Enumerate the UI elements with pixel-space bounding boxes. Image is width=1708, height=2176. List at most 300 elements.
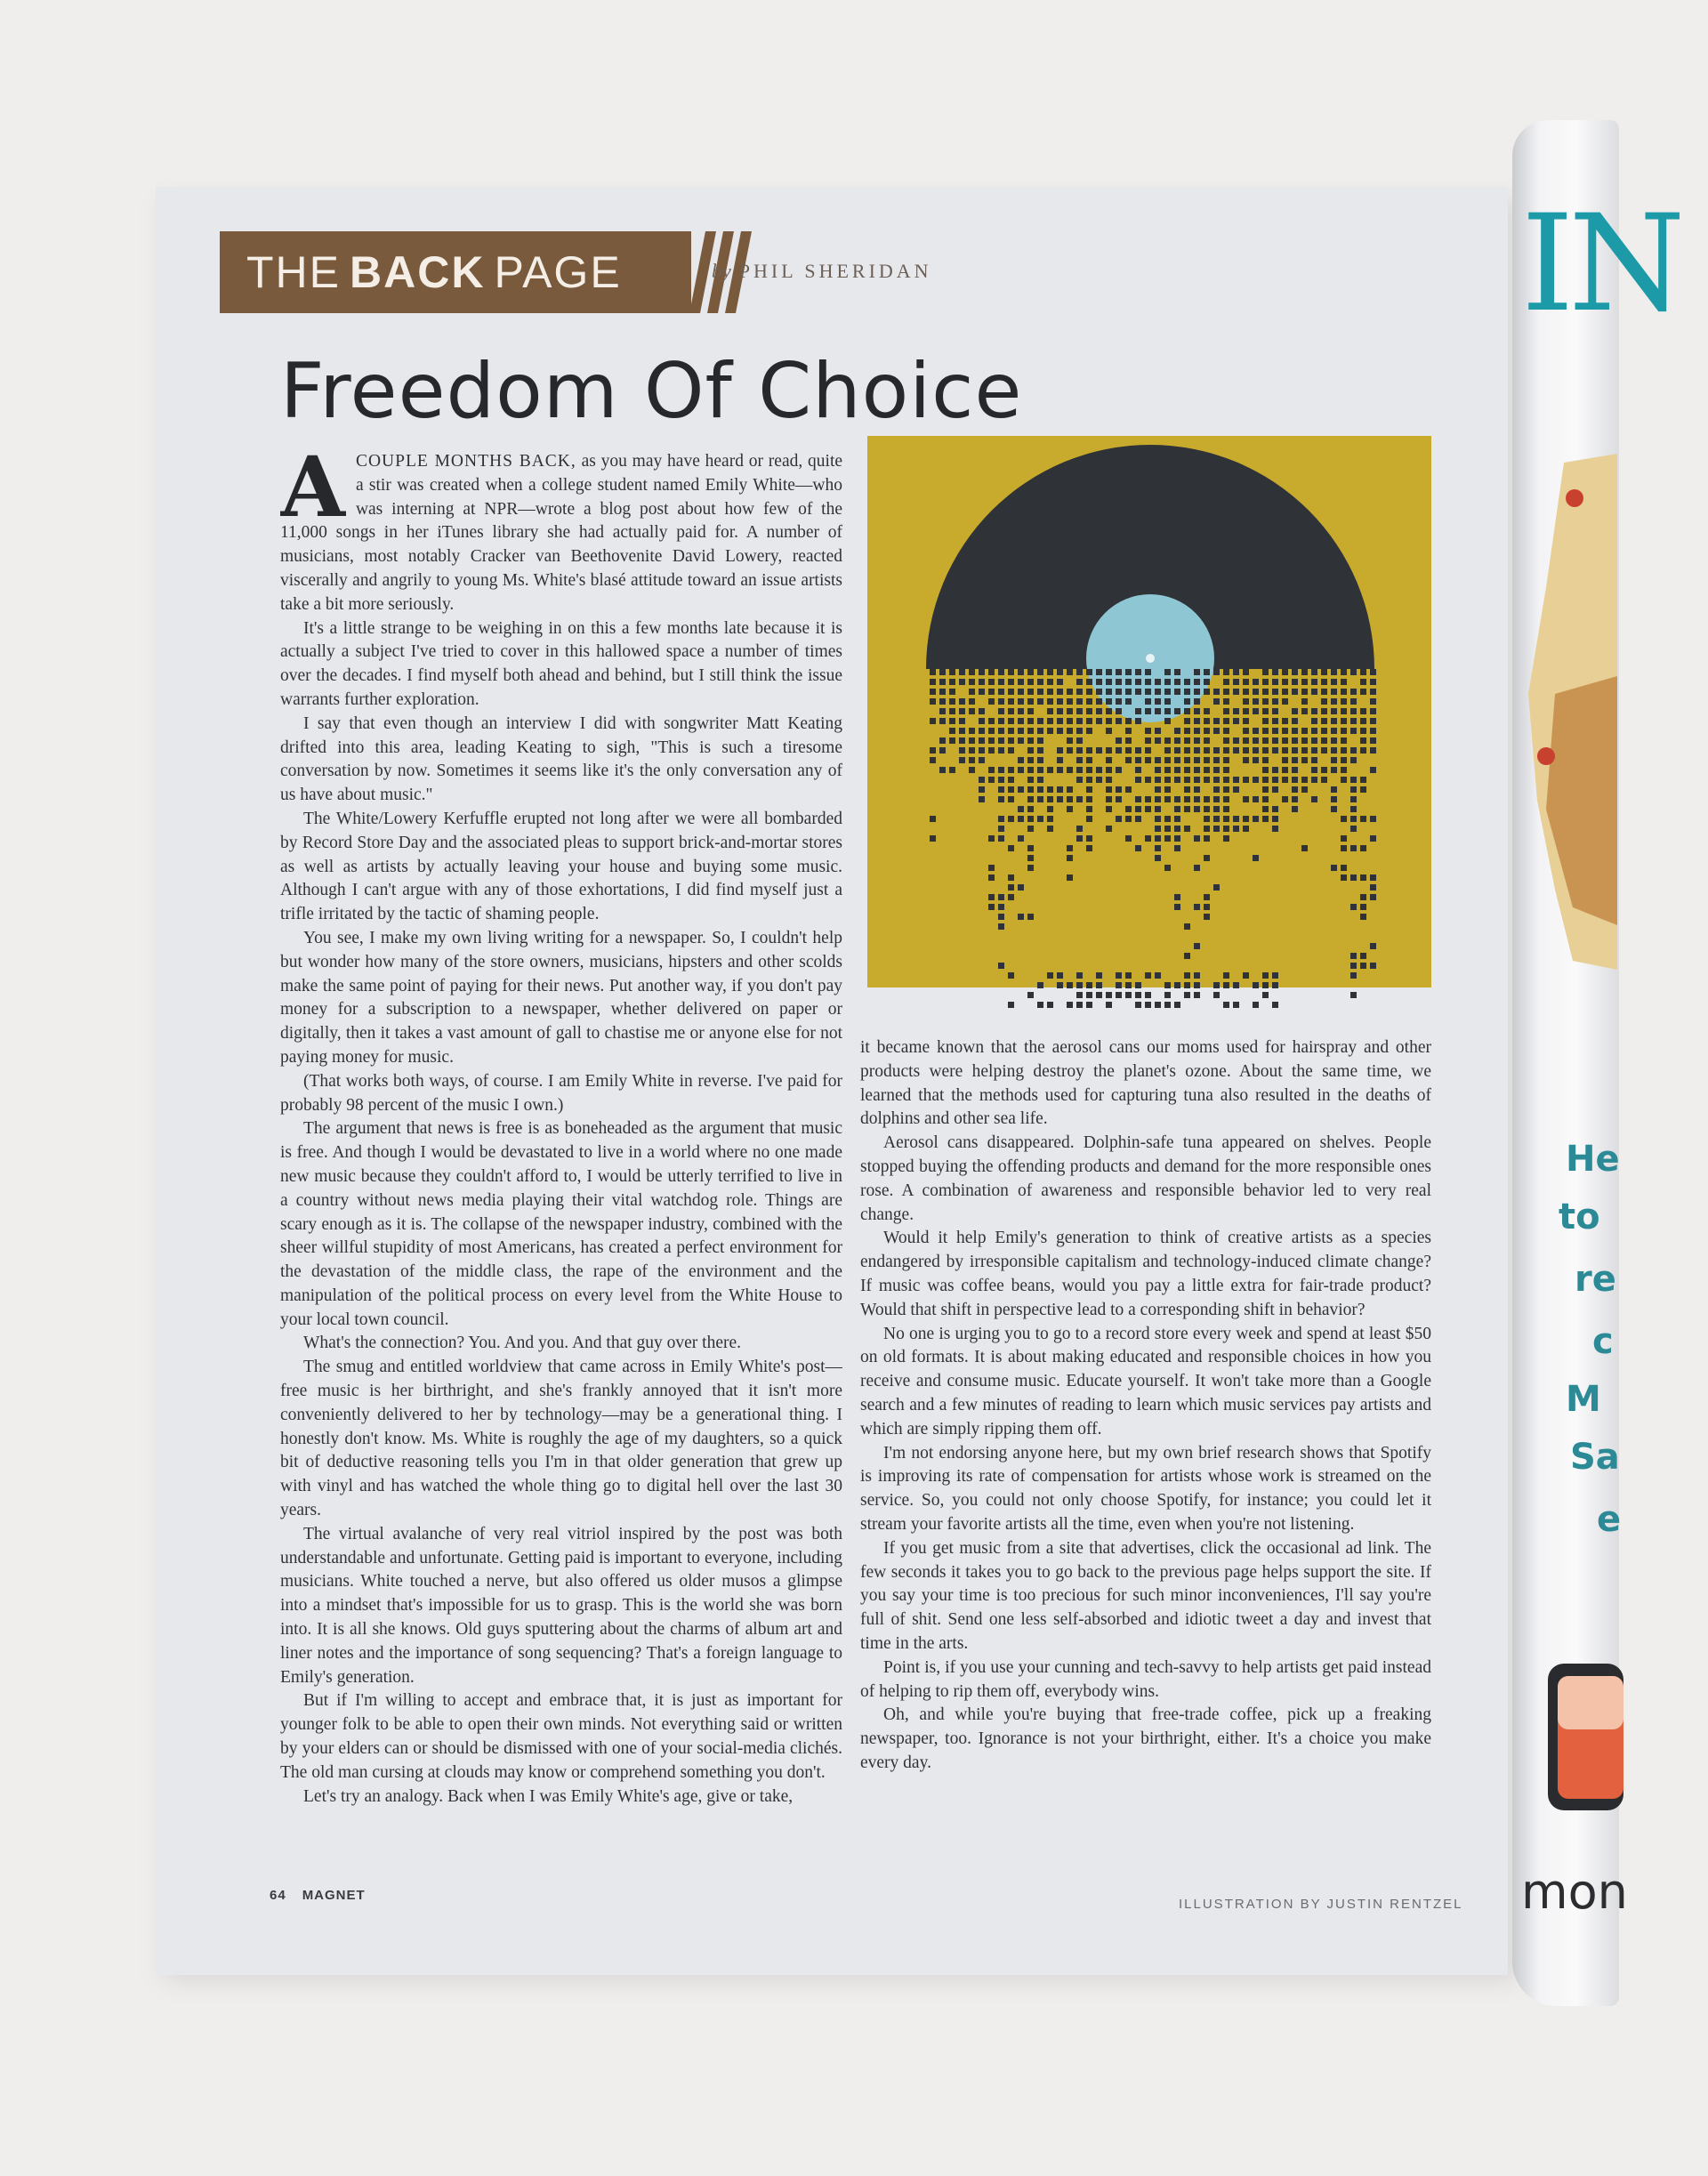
halftone-dot: [1360, 816, 1366, 822]
section-word-back: BACK: [350, 247, 486, 297]
halftone-dot: [1350, 669, 1357, 675]
halftone-dot: [1174, 904, 1180, 910]
halftone-dot: [1135, 669, 1141, 675]
halftone-dot: [1272, 737, 1278, 744]
halftone-dot: [998, 698, 1004, 705]
halftone-dot: [1106, 698, 1112, 705]
halftone-dot: [1145, 728, 1151, 734]
halftone-dot: [1076, 689, 1083, 695]
halftone-dot: [1194, 943, 1200, 949]
halftone-dot: [988, 689, 995, 695]
halftone-dot: [1067, 728, 1073, 734]
halftone-dot: [988, 835, 995, 842]
halftone-dot: [1184, 698, 1190, 705]
halftone-dot: [1370, 884, 1376, 891]
halftone-dot: [1370, 689, 1376, 695]
halftone-dot: [1086, 796, 1092, 802]
halftone-dot: [1067, 669, 1073, 675]
halftone-dot: [1204, 914, 1210, 920]
halftone-dot: [1018, 728, 1024, 734]
halftone-dot: [979, 796, 985, 802]
halftone-dot: [1027, 992, 1034, 998]
halftone-dot: [1067, 855, 1073, 861]
halftone-dot: [1164, 679, 1171, 685]
halftone-dot: [1321, 698, 1327, 705]
halftone-dot: [1096, 747, 1102, 754]
halftone-dot: [1311, 708, 1317, 714]
halftone-dot: [1027, 786, 1034, 793]
halftone-dot: [1164, 982, 1171, 988]
halftone-dot: [1057, 669, 1063, 675]
halftone-dot: [1184, 826, 1190, 832]
halftone-dot: [979, 786, 985, 793]
halftone-dot: [1125, 816, 1132, 822]
halftone-dot: [1145, 757, 1151, 763]
halftone-dot: [1067, 786, 1073, 793]
halftone-dot: [1370, 737, 1376, 744]
halftone-dot: [1164, 698, 1171, 705]
halftone-dot: [1341, 874, 1347, 881]
halftone-dot: [1125, 728, 1132, 734]
halftone-dot: [1331, 757, 1337, 763]
byline-by: by: [712, 260, 732, 282]
halftone-dot: [1243, 747, 1249, 754]
halftone-dot: [1321, 718, 1327, 724]
halftone-dot: [1116, 992, 1122, 998]
halftone-dot: [1282, 796, 1288, 802]
halftone-dot: [1233, 747, 1239, 754]
section-word-the: THE: [246, 247, 341, 297]
halftone-dot: [1155, 816, 1161, 822]
halftone-dot: [1253, 708, 1259, 714]
halftone-dot: [1350, 777, 1357, 783]
paragraph: The smug and entitled worldview that came across in Emily White's post—free music is her birthright, and she's frankly annoyed that it isn't more conveniently delivered to her by technology—may be a generational thing. I honestly don't know. Ms. White is roughly the age of my daughters, so a quick bit of deductive reasoning tells you I'm in that older generation that grew up with vinyl and has watched the whole thing go to digital hell over the last 30 years.: [280, 1358, 842, 1520]
halftone-dot: [1204, 718, 1210, 724]
halftone-dot: [1204, 679, 1210, 685]
halftone-dot: [1106, 728, 1112, 734]
halftone-dot: [1174, 679, 1180, 685]
halftone-dot: [1018, 669, 1024, 675]
article-column-left: [280, 450, 842, 1838]
halftone-dot: [1194, 708, 1200, 714]
halftone-dot: [1027, 698, 1034, 705]
halftone-dot: [930, 698, 936, 705]
halftone-dot: [998, 747, 1004, 754]
halftone-dot: [1116, 708, 1122, 714]
halftone-dot: [1253, 737, 1259, 744]
folio: [270, 1888, 366, 1903]
halftone-dot: [1360, 689, 1366, 695]
halftone-dot: [1125, 992, 1132, 998]
halftone-dot: [1292, 806, 1298, 812]
halftone-dot: [979, 708, 985, 714]
halftone-dot: [1243, 698, 1249, 705]
halftone-dot: [1057, 796, 1063, 802]
halftone-dot: [1301, 747, 1308, 754]
halftone-dot: [1262, 786, 1269, 793]
halftone-dot: [998, 923, 1004, 930]
halftone-dot: [1243, 689, 1249, 695]
halftone-dot: [1331, 796, 1337, 802]
halftone-dot: [1204, 689, 1210, 695]
halftone-dot: [1331, 689, 1337, 695]
halftone-dot: [1116, 786, 1122, 793]
halftone-dot: [1243, 728, 1249, 734]
halftone-dot: [930, 669, 936, 675]
halftone-dot: [1253, 747, 1259, 754]
halftone-dot: [1282, 698, 1288, 705]
halftone-dot: [1086, 698, 1092, 705]
halftone-dot: [1331, 747, 1337, 754]
halftone-dot: [1076, 992, 1083, 998]
halftone-dot: [1204, 777, 1210, 783]
halftone-dot: [1076, 1002, 1083, 1008]
halftone-dot: [1096, 698, 1102, 705]
halftone-dot: [969, 757, 975, 763]
halftone-dot: [1145, 806, 1151, 812]
halftone-dot: [1106, 747, 1112, 754]
halftone-dot: [1272, 982, 1278, 988]
halftone-dot: [1125, 747, 1132, 754]
halftone-dot: [988, 747, 995, 754]
halftone-dot: [1037, 728, 1043, 734]
halftone-dot: [1086, 1002, 1092, 1008]
halftone-dot: [959, 728, 965, 734]
halftone-dot: [1164, 1002, 1171, 1008]
halftone-dot: [1253, 689, 1259, 695]
halftone-dot: [959, 679, 965, 685]
halftone-dot: [979, 669, 985, 675]
halftone-dot: [1204, 796, 1210, 802]
halftone-dot: [1174, 845, 1180, 851]
halftone-dot: [1135, 777, 1141, 783]
halftone-dot: [969, 767, 975, 773]
halftone-dot: [1184, 689, 1190, 695]
halftone-dot: [1204, 904, 1210, 910]
halftone-dot: [1370, 943, 1376, 949]
halftone-dot: [1047, 826, 1053, 832]
halftone-dot: [1321, 708, 1327, 714]
halftone-dot: [1057, 679, 1063, 685]
halftone-dot: [1350, 992, 1357, 998]
halftone-dot: [1008, 679, 1014, 685]
halftone-dot: [998, 767, 1004, 773]
halftone-dot: [1008, 816, 1014, 822]
paragraph: I'm not endorsing anyone here, but my own brief research shows that Spotify is improving its rate of compensation for artists whose work is streamed on the service. So, you could not only choose Spotify, for instance; you could let it stream your favorite artists all the time, even when you're not listening.: [860, 1443, 1431, 1534]
halftone-dot: [1204, 767, 1210, 773]
halftone-dot: [1086, 806, 1092, 812]
halftone-dot: [969, 747, 975, 754]
paragraph: The virtual avalanche of very real vitriol inspired by the post was both understandable and unfortunate. Getting paid is important to everyone, including musicians. White touched a nerve, but also offered us older musos a glimpse into a mindset that's impossible for us to grasp. This is the world she was born into. It is all she knows. Old guys sputtering about the charms of album art and liner notes and the importance of song sequencing? That's a foreign language to Emily's generation.: [280, 1524, 842, 1687]
article-column-right: [860, 1036, 1431, 1837]
halftone-dot: [1155, 708, 1161, 714]
halftone-dot: [1204, 728, 1210, 734]
halftone-dot: [1047, 679, 1053, 685]
halftone-dot: [998, 894, 1004, 900]
halftone-dot: [1360, 904, 1366, 910]
halftone-dot: [1223, 826, 1229, 832]
halftone-dot: [1047, 718, 1053, 724]
halftone-dot: [1086, 982, 1092, 988]
halftone-dot: [1047, 806, 1053, 812]
halftone-dot: [998, 786, 1004, 793]
halftone-dot: [1086, 757, 1092, 763]
halftone-dot: [1311, 767, 1317, 773]
halftone-dot: [939, 679, 946, 685]
paragraph: Aerosol cans disappeared. Dolphin-safe tuna appeared on shelves. People stopped buying the offending products and demand for the more responsible ones rose. A combination of awareness and responsible behavior led to very real change.: [860, 1133, 1431, 1224]
halftone-dot: [988, 865, 995, 871]
halftone-dot: [1262, 689, 1269, 695]
halftone-dot: [1262, 816, 1269, 822]
halftone-dot: [1027, 757, 1034, 763]
halftone-dot: [1037, 796, 1043, 802]
halftone-dot: [1301, 786, 1308, 793]
paragraph: Oh, and while you're buying that free-trade coffee, pick up a freaking newspaper, too. Ignorance is not your birthright, either. It's a choice you make every day.: [860, 1705, 1431, 1772]
halftone-dot: [1204, 855, 1210, 861]
halftone-dot: [1311, 718, 1317, 724]
halftone-dot: [1204, 835, 1210, 842]
halftone-dot: [1145, 689, 1151, 695]
halftone-dot: [998, 669, 1004, 675]
halftone-dot: [1213, 757, 1220, 763]
halftone-dot: [1164, 826, 1171, 832]
halftone-dot: [1008, 777, 1014, 783]
paragraph: Would it help Emily's generation to think of creative artists as a species endangered by irresponsible capitalism and technology-induced climate change? If music was coffee beans, would you pay a little extra for fair-trade product? Would that shift in perspective lead to a corresponding shift in behavior?: [860, 1229, 1431, 1319]
halftone-dot: [1321, 747, 1327, 754]
halftone-dot: [1018, 689, 1024, 695]
halftone-dot: [1155, 737, 1161, 744]
paragraph: The argument that news is free is as boneheaded as the argument that music is free. And though I would be devastated to live in a world where no one made new music because they couldn't afford to, I would be utterly terrified to live in a country without news media playing their vital watchdog role. Things are scary enough as it is. The collapse of the newspaper industry, combined with the sheer willful stupidity of most Americans, has created a perfect environment for the devastation of the middle class, the rape of the environment and the manipulation of the political process on every level from the White House to your local town council.: [280, 1119, 842, 1329]
halftone-dot: [959, 708, 965, 714]
halftone-dot: [1282, 757, 1288, 763]
halftone-dot: [1096, 669, 1102, 675]
halftone-dot: [1341, 816, 1347, 822]
halftone-dot: [1135, 816, 1141, 822]
halftone-dot: [1370, 747, 1376, 754]
halftone-dot: [1008, 747, 1014, 754]
halftone-dot: [1331, 708, 1337, 714]
halftone-dot: [1184, 982, 1190, 988]
halftone-dot: [1194, 786, 1200, 793]
halftone-dot: [1213, 689, 1220, 695]
map-illustration: [1519, 427, 1617, 996]
halftone-dot: [1311, 757, 1317, 763]
halftone-dot: [1135, 767, 1141, 773]
halftone-dot: [1076, 718, 1083, 724]
halftone-dot: [1184, 923, 1190, 930]
halftone-dot: [1174, 826, 1180, 832]
halftone-dot: [1253, 855, 1259, 861]
halftone-dot: [979, 737, 985, 744]
halftone-dot: [1360, 845, 1366, 851]
halftone-dot: [1135, 757, 1141, 763]
halftone-dot: [998, 796, 1004, 802]
record-hole-icon: [1146, 654, 1155, 663]
halftone-dot: [1282, 689, 1288, 695]
halftone-dot: [1321, 777, 1327, 783]
halftone-dot: [1370, 698, 1376, 705]
halftone-dot: [1145, 679, 1151, 685]
halftone-dot: [1086, 835, 1092, 842]
halftone-dot: [1086, 845, 1092, 851]
halftone-dot: [1027, 914, 1034, 920]
halftone-dot: [1292, 718, 1298, 724]
halftone-dot: [1027, 718, 1034, 724]
halftone-dot: [1125, 982, 1132, 988]
paragraph: (That works both ways, of course. I am Emily White in reverse. I've paid for probably 98 percent of the music I own.): [280, 1071, 842, 1115]
halftone-dot: [1233, 1002, 1239, 1008]
halftone-dot: [1301, 708, 1308, 714]
halftone-dot: [1233, 777, 1239, 783]
halftone-dot: [1213, 777, 1220, 783]
halftone-dot: [1018, 884, 1024, 891]
halftone-dot: [1047, 708, 1053, 714]
halftone-dot: [1321, 767, 1327, 773]
next-page-fragment: re: [1575, 1259, 1616, 1300]
halftone-dot: [969, 698, 975, 705]
halftone-dot: [1164, 708, 1171, 714]
halftone-dot: [1155, 767, 1161, 773]
halftone-dot: [1145, 796, 1151, 802]
halftone-dot: [1008, 669, 1014, 675]
next-page-logo: mon: [1521, 1864, 1628, 1920]
halftone-dot: [1096, 982, 1102, 988]
halftone-dot: [1292, 737, 1298, 744]
halftone-dot: [1037, 786, 1043, 793]
halftone-dot: [1321, 679, 1327, 685]
halftone-dot: [1155, 855, 1161, 861]
halftone-dot: [1262, 747, 1269, 754]
halftone-dot: [1292, 689, 1298, 695]
halftone-dot: [1272, 826, 1278, 832]
halftone-dot: [1213, 747, 1220, 754]
halftone-dot: [1223, 747, 1229, 754]
halftone-dot: [1057, 972, 1063, 979]
halftone-dot: [1135, 982, 1141, 988]
halftone-dot: [1145, 972, 1151, 979]
melting-record-illustration: [867, 436, 1431, 1030]
halftone-dot: [998, 728, 1004, 734]
halftone-dot: [1223, 737, 1229, 744]
halftone-dot: [1360, 786, 1366, 793]
halftone-dot: [1321, 689, 1327, 695]
halftone-dot: [1272, 679, 1278, 685]
halftone-dot: [1096, 992, 1102, 998]
halftone-dot: [1037, 747, 1043, 754]
halftone-dot: [1145, 1002, 1151, 1008]
halftone-dot: [930, 757, 936, 763]
halftone-dot: [1350, 972, 1357, 979]
halftone-dot: [1341, 737, 1347, 744]
halftone-dot: [1174, 816, 1180, 822]
halftone-dot: [1341, 728, 1347, 734]
halftone-dot: [1223, 757, 1229, 763]
halftone-dot: [1253, 698, 1259, 705]
halftone-dot: [1233, 737, 1239, 744]
halftone-dot: [1174, 982, 1180, 988]
halftone-dot: [1282, 737, 1288, 744]
halftone-dot: [939, 689, 946, 695]
halftone-dot: [1076, 835, 1083, 842]
halftone-dot: [1116, 669, 1122, 675]
halftone-dot: [939, 737, 946, 744]
halftone-dot: [1076, 708, 1083, 714]
halftone-dot: [1037, 669, 1043, 675]
halftone-dot: [1076, 796, 1083, 802]
halftone-dot: [998, 679, 1004, 685]
halftone-dot: [1008, 796, 1014, 802]
halftone-dot: [1067, 708, 1073, 714]
halftone-dot: [988, 718, 995, 724]
halftone-dot: [1282, 669, 1288, 675]
halftone-dot: [1145, 835, 1151, 842]
halftone-dot: [1341, 747, 1347, 754]
halftone-dot: [1272, 777, 1278, 783]
halftone-dot: [1067, 737, 1073, 744]
halftone-dot: [1116, 816, 1122, 822]
halftone-dot: [1037, 982, 1043, 988]
halftone-dot: [998, 689, 1004, 695]
halftone-dot: [1145, 737, 1151, 744]
halftone-dot: [1331, 728, 1337, 734]
halftone-dot: [1223, 669, 1229, 675]
halftone-dot: [1301, 777, 1308, 783]
halftone-dot: [969, 689, 975, 695]
halftone-dot: [1106, 796, 1112, 802]
halftone-dot: [1370, 894, 1376, 900]
halftone-dot: [1262, 767, 1269, 773]
halftone-dot: [1125, 757, 1132, 763]
halftone-dot: [1174, 796, 1180, 802]
halftone-dot: [1360, 963, 1366, 969]
halftone-dot: [1213, 786, 1220, 793]
halftone-dot: [969, 708, 975, 714]
halftone-dot: [1360, 777, 1366, 783]
halftone-dot: [1067, 689, 1073, 695]
halftone-dot: [1164, 689, 1171, 695]
halftone-dot: [959, 737, 965, 744]
halftone-dot: [1125, 679, 1132, 685]
halftone-dot: [1125, 835, 1132, 842]
halftone-dot: [998, 835, 1004, 842]
halftone-dot: [1272, 1002, 1278, 1008]
halftone-dot: [1086, 669, 1092, 675]
halftone-dot: [1184, 972, 1190, 979]
halftone-dot: [1018, 835, 1024, 842]
halftone-dot: [1116, 796, 1122, 802]
halftone-dot: [1341, 698, 1347, 705]
halftone-dot: [1037, 1002, 1043, 1008]
halftone-dot: [1243, 757, 1249, 763]
halftone-dot: [1155, 757, 1161, 763]
lead-paragraph: [280, 450, 842, 617]
halftone-dot: [1184, 708, 1190, 714]
halftone-dot: [1213, 718, 1220, 724]
halftone-dot: [1243, 777, 1249, 783]
halftone-dot: [1204, 669, 1210, 675]
halftone-dot: [1350, 796, 1357, 802]
halftone-dot: [1047, 698, 1053, 705]
halftone-dot: [1037, 757, 1043, 763]
halftone-dot: [1253, 679, 1259, 685]
halftone-dot: [1321, 737, 1327, 744]
halftone-dot: [1350, 953, 1357, 959]
halftone-dot: [1047, 786, 1053, 793]
halftone-dot: [1106, 767, 1112, 773]
halftone-dot: [1174, 728, 1180, 734]
halftone-dot: [1282, 767, 1288, 773]
halftone-dot: [1018, 708, 1024, 714]
